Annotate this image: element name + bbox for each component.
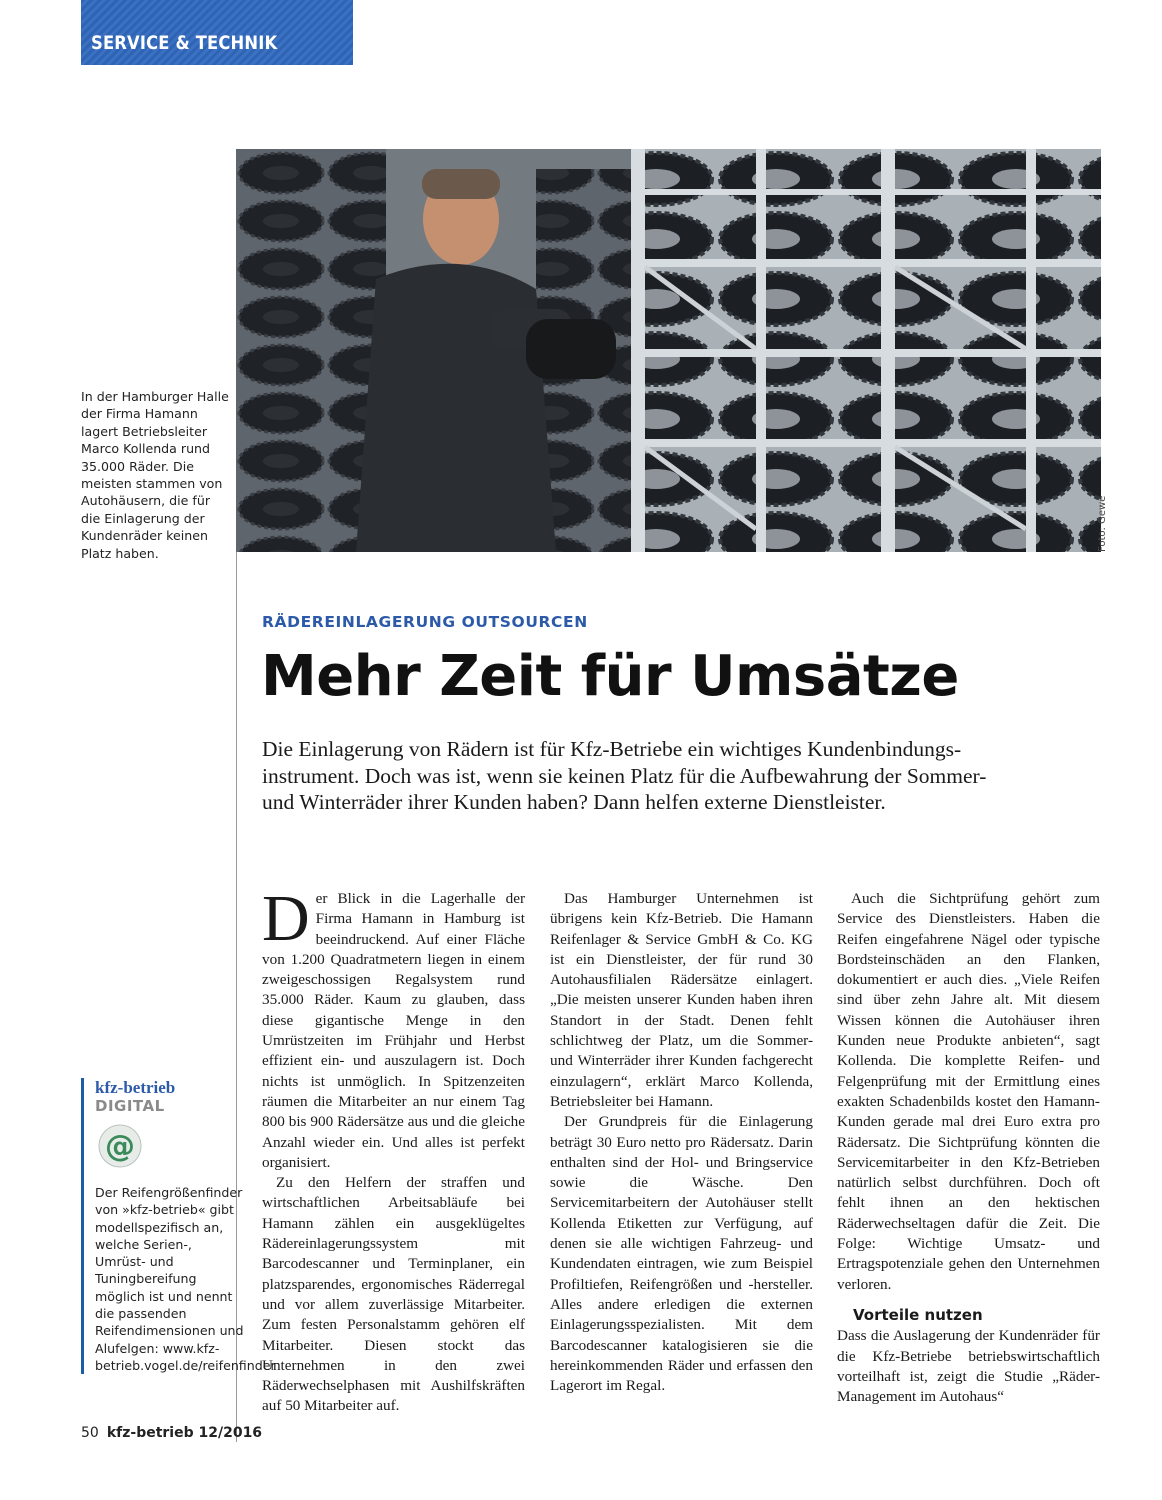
page-number: 50 [81,1425,99,1441]
photo-credit: Foto: Gewe [1097,495,1108,552]
tire-warehouse-photo [236,149,1101,552]
body-column-3 [837,889,1100,1407]
article-intro [262,736,1092,816]
digital-box [81,1078,276,1374]
digital-brand: kfz-betrieb [95,1078,176,1097]
digital-text: Der Reifengrößenfinder von »kfz-betrieb« gibt modellspezifisch an, welche Serien-, Umrüst- und Tuningbereifung möglich ist und nennt die passenden Reifendimensionen und Alufelgen: www.kfz-betrieb.vogel.de/reifenfinder [95,1185,276,1373]
paragraph: Der Grundpreis für die Einlagerung beträgt 30 Euro netto pro Rädersatz. Darin enthalten sind der Hol- und Bringservice sowie die Wäsche. Den Servicemitarbeitern der Autohäuser stellt Kollenda Etiketten zur Verfügung, auf denen sie alle wichtigen Fahrzeug- und Kundendaten eintragen, wie zum Beispiel Profiltiefen, Reifengrößen und -hersteller. Alles andere erledigen die externen Einlagerungsspezialisten. Mit dem Barcodescanner katalogisieren sie die hereinkommenden Räder und erfassen den Lagerort im Regal. [550,1113,813,1395]
paragraph-text: er Blick in die Lagerhalle der Firma Hamann in Hamburg ist beeindruckend. Auf einer Fläche von 1.200 Quadratmetern liegen in einem zweigeschossigen Regalsystem rund 35.000 Räder. Kaum zu glauben, dass diese gigantische Menge in den Umrüstzeiten im Frühjahr und Herbst effizient ein- und auszulagern ist. Doch nichts ist unmöglich. In Spitzenzeiten räumen die Mitarbeiter an nur einem Tag 800 bis 900 Rädersätze aus und die gleiche Anzahl wieder ein. Und alles ist perfekt organisiert. [262,890,525,1171]
page-footer [81,1425,262,1441]
intro-line: und Winterräder ihrer Kunden haben? Dann helfen externe Dienstleister. [262,790,886,814]
intro-line: instrument. Doch was ist, wenn sie keinen Platz für die Aufbewahrung der Sommer- [262,763,987,788]
digital-label: DIGITAL [95,1097,165,1115]
paragraph [262,882,525,1173]
paragraph: Auch die Sichtprüfung gehört zum Service des Dienstleisters. Haben die Reifen eingefahrene Nägel oder typische Bordsteinschäden an den Flanken, dokumentiert er auch dies. „Viele Reifen sind über zehn Jahre alt. Mit diesem Wissen können die Autohäuser ihren Kunden neue Produkte anbieten“, sagt Kollenda. Die komplette Reifen- und Felgenprüfung mit der Ermittlung eines exakten Schadenbilds kostet den Hamann-Kunden gerade mal drei Euro extra pro Rädersatz. Die Sichtprüfung könnten die Servicemitarbeiter in den Kfz-Betrieben natürlich selbst durchführen. Doch oft fehlt ihnen an den hektischen Räderwechseltagen dafür die Zeit. Die Folge: Wichtige Umsatz- und Ertragspotenziale gehen den Unternehmen verloren. [837,890,1100,1293]
at-icon [97,1123,143,1169]
body-column-2 [550,889,813,1396]
section-banner [81,0,353,65]
paragraph: Das Hamburger Unternehmen ist übrigens kein Kfz-Betrieb. Die Hamann Reifenlager & Service GmbH & Co. KG ist ein Dienstleister, der für rund 30 Autohausfilialen Rädersätze einlagert. „Die meisten unserer Kunden haben ihren Standort in der Stadt. Denen fehlt schlichtweg der Platz, um die Sommer- und Winterräder ihrer Kunden fachgerecht einzulagern“, erklärt Marco Kollenda, Betriebsleiter bei Hamann. [550,890,813,1110]
body-column-1 [262,882,525,1417]
paragraph: Dass die Auslagerung der Kundenräder für die Kfz-Betriebe betriebswirtschaftlich vorteilhaft ist, zeigt die Studie „Räder-Management im Autohaus“ [837,1327,1100,1406]
subheading: Vorteile nutzen [853,1305,983,1324]
article-kicker: RÄDEREINLAGERUNG OUTSOURCEN [262,613,588,631]
drop-cap: D [262,882,310,955]
svg-text:@: @ [105,1129,135,1164]
photo-caption: In der Hamburger Halle der Firma Hamann lagert Betriebsleiter Marco Kollenda rund 35.000 Räder. Die meisten stammen von Autohäusern, die für die Einlagerung der Kundenräder keinen Platz haben. [81,389,229,561]
paragraph: Zu den Helfern der straffen und wirtschaftlichen Arbeitsabläufe bei Hamann zählen ein ausgeklügeltes Rädereinlagerungssystem mit Barcodescanner und Terminplaner, ein platzsparendes, ergonomisches Räderregal und vor allem zuverlässige Mitarbeiter. Zum festen Personalstamm gehören elf Mitarbeiter. Diesen stockt das Unternehmen in den zwei Räderwechselphasen mit Aushilfskräften auf 50 Mitarbeiter auf. [262,1174,525,1415]
hero-photo [236,149,1101,552]
article-headline: Mehr Zeit für Umsätze [261,644,959,709]
issue-label: kfz-betrieb 12/2016 [106,1425,263,1441]
section-label: SERVICE & TECHNIK [91,32,278,54]
intro-line: Die Einlagerung von Rädern ist für Kfz-Betriebe ein wichtiges Kundenbindungs- [262,737,962,761]
